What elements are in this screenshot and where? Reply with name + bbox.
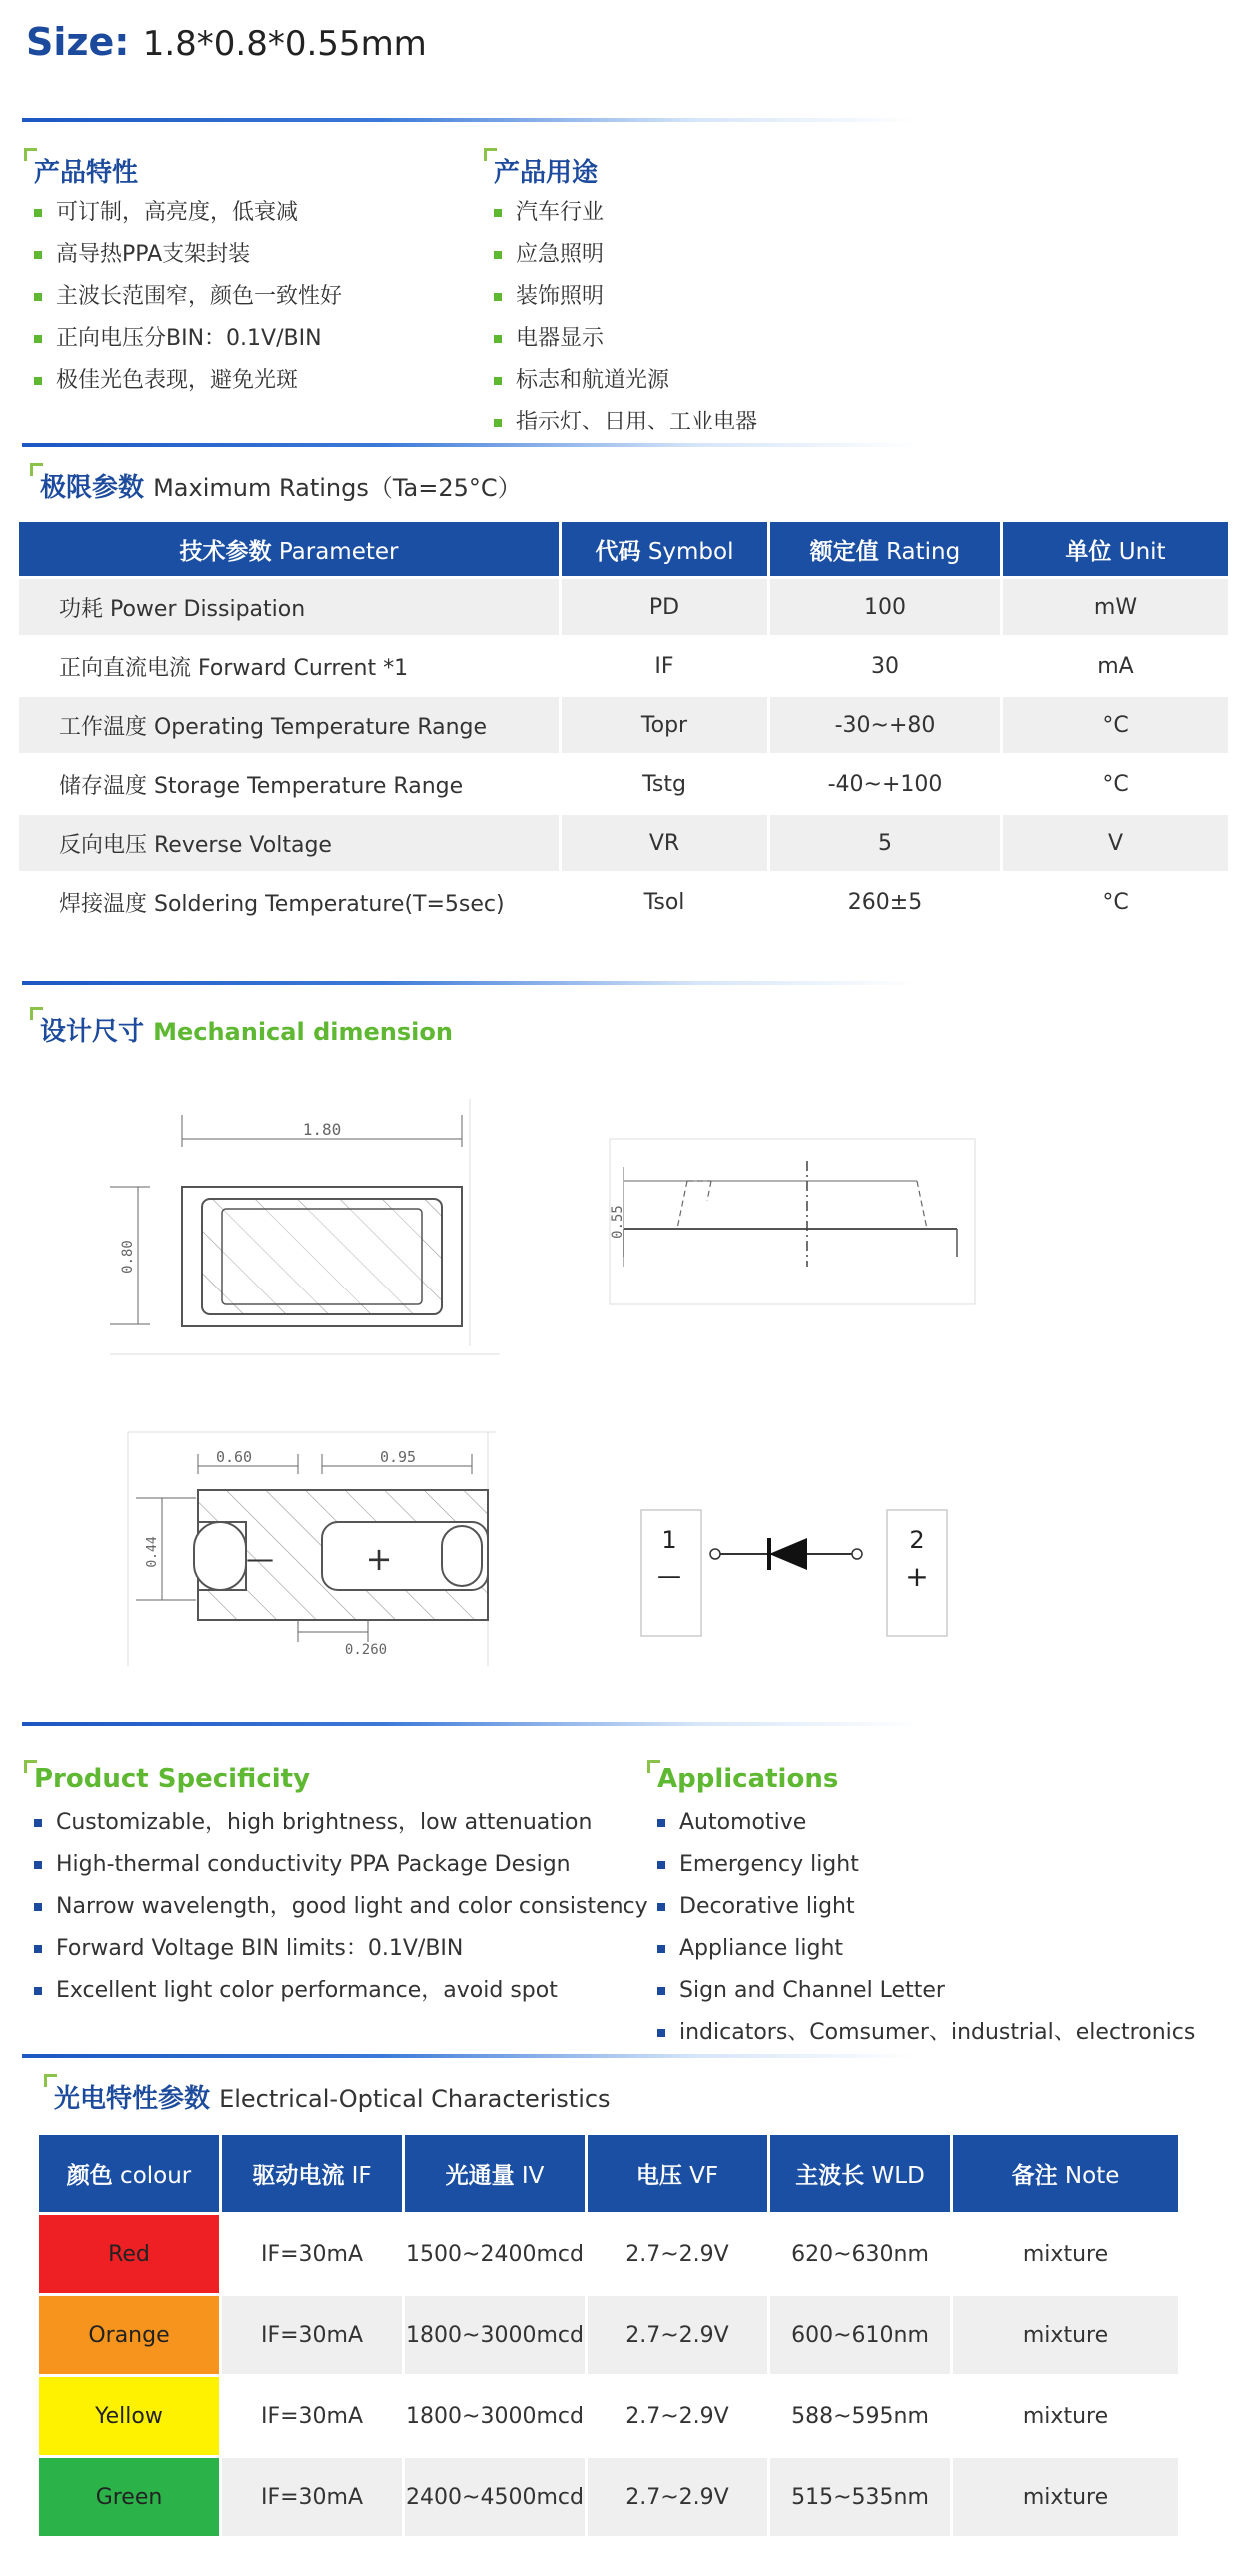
table-cell: 焊接温度 Soldering Temperature(T=5sec) — [59, 891, 505, 917]
features-en-title: Product Specificity — [34, 1764, 311, 1794]
color-cell-green: Green — [39, 2458, 219, 2536]
mechanical-title-en: Mechanical dimension — [153, 1018, 453, 1046]
table-cell: 30 — [871, 653, 899, 679]
table-row — [39, 2296, 1178, 2374]
divider-top — [22, 118, 921, 122]
list-item: Narrow wavelength，good light and color consistency — [26, 1886, 648, 1928]
list-item: Automotive — [649, 1802, 1195, 1844]
th-colour: 颜色 colour — [39, 2135, 219, 2212]
list-item: Emergency light — [649, 1844, 1195, 1886]
table-cell: 功耗 Power Dissipation — [19, 579, 559, 635]
dim-pad-height: 0.44 — [145, 1536, 160, 1568]
list-item: 正向电压分BIN：0.1V/BIN — [26, 318, 342, 360]
table-header-row — [19, 522, 1228, 576]
th-iv: 光通量 IV — [405, 2135, 585, 2212]
table-row — [19, 756, 1228, 812]
table-cell: 100 — [770, 579, 1000, 635]
table-cell: 储存温度 Storage Temperature Range — [59, 773, 464, 799]
table-row — [19, 815, 1228, 871]
table-cell: IF=30mA — [222, 2377, 402, 2455]
list-item: High-thermal conductivity PPA Package Design — [26, 1844, 648, 1886]
table-cell: °C — [1102, 889, 1129, 915]
table-header-row — [39, 2135, 1178, 2212]
table-cell: 1500~2400mcd — [405, 2215, 585, 2293]
list-item: indicators、Comsumer、industrial、electronics — [649, 2012, 1195, 2054]
ratings-title-en: Maximum Ratings（Ta=25°C） — [153, 474, 522, 502]
eo-title — [54, 2078, 611, 2115]
table-cell: -40~+100 — [827, 771, 943, 797]
side-view-drawing — [608, 1137, 977, 1306]
table-row — [19, 579, 1228, 635]
table-cell: IF=30mA — [222, 2296, 402, 2374]
table-cell: Tsol — [643, 889, 685, 915]
pin2-label: 2 — [909, 1526, 925, 1554]
ratings-title — [40, 467, 522, 504]
table-cell: 反向电压 Reverse Voltage — [19, 815, 559, 871]
th-note: 备注 Note — [953, 2135, 1178, 2212]
table-cell: 正向直流电流 Forward Current *1 — [59, 655, 409, 681]
table-cell: mixture — [953, 2215, 1178, 2293]
table-cell: IF=30mA — [222, 2215, 402, 2293]
eo-title-en: Electrical-Optical Characteristics — [219, 2085, 611, 2113]
table-row — [19, 638, 1228, 694]
table-cell: 260±5 — [847, 889, 923, 915]
table-cell: 2400~4500mcd — [405, 2458, 585, 2536]
eo-table — [36, 2132, 1181, 2539]
color-cell-yellow: Yellow — [39, 2377, 219, 2455]
features-cn-list — [26, 192, 342, 402]
uses-en-list — [649, 1802, 1195, 2054]
list-item: 装饰照明 — [486, 276, 757, 318]
table-row — [19, 874, 1228, 930]
divider-eo — [22, 2054, 921, 2058]
ratings-title-cn: 极限参数 — [40, 473, 145, 503]
table-row — [19, 697, 1228, 753]
table-cell: 588~595nm — [770, 2377, 950, 2455]
table-cell: -30~+80 — [770, 697, 1000, 753]
list-item: 极佳光色表现，避免光斑 — [26, 360, 342, 402]
divider-ratings — [22, 443, 921, 447]
table-cell: 1800~3000mcd — [405, 2377, 585, 2455]
ratings-table — [16, 519, 1231, 933]
table-cell: 2.7~2.9V — [588, 2377, 767, 2455]
list-item: 可订制，高亮度，低衰减 — [26, 192, 342, 234]
dim-gap: 0.260 — [344, 1642, 388, 1658]
mechanical-title-cn: 设计尺寸 — [40, 1017, 145, 1047]
table-row — [39, 2458, 1178, 2536]
table-cell: 2.7~2.9V — [588, 2296, 767, 2374]
pin2-sign: + — [905, 1560, 929, 1593]
table-cell: V — [1003, 815, 1228, 871]
table-cell: 5 — [770, 815, 1000, 871]
uses-cn-list — [486, 192, 757, 443]
table-cell: mixture — [953, 2377, 1178, 2455]
list-item: 指示灯、日用、工业电器 — [486, 402, 757, 443]
dim-length: 1.80 — [302, 1120, 342, 1139]
th-rating: 额定值 Rating — [770, 522, 1000, 576]
table-cell: Topr — [562, 697, 767, 753]
polarity-drawing — [639, 1498, 949, 1638]
size-label: Size: — [26, 20, 130, 64]
list-item: Appliance light — [649, 1928, 1195, 1970]
uses-en-title: Applications — [657, 1764, 839, 1794]
mechanical-title — [40, 1011, 453, 1048]
table-cell: 1800~3000mcd — [405, 2296, 585, 2374]
pin1-label: 1 — [661, 1526, 677, 1554]
pad-minus: — — [246, 1542, 274, 1575]
list-item: 高导热PPA支架封装 — [26, 234, 342, 276]
dim-width: 0.80 — [120, 1240, 136, 1274]
features-en-list — [26, 1802, 648, 2012]
table-cell: IF=30mA — [222, 2458, 402, 2536]
table-cell: °C — [1003, 697, 1228, 753]
list-item: 应急照明 — [486, 234, 757, 276]
dim-height: 0.55 — [610, 1205, 625, 1239]
list-item: Customizable，high brightness，low attenuation — [26, 1802, 648, 1844]
dim-pad-right: 0.95 — [379, 1448, 417, 1466]
table-cell: IF — [654, 653, 674, 679]
th-parameter: 技术参数 Parameter — [19, 522, 559, 576]
eo-title-cn: 光电特性参数 — [54, 2084, 211, 2114]
pad-plus: + — [365, 1540, 393, 1578]
uses-cn-title: 产品用途 — [494, 152, 598, 189]
table-cell: °C — [1102, 771, 1129, 797]
table-cell: Tstg — [642, 771, 686, 797]
table-cell: 2.7~2.9V — [588, 2215, 767, 2293]
table-cell: 515~535nm — [770, 2458, 950, 2536]
th-symbol: 代码 Symbol — [562, 522, 767, 576]
divider-mechanical — [22, 981, 921, 985]
th-wld: 主波长 WLD — [770, 2135, 950, 2212]
pin1-sign: — — [657, 1562, 681, 1590]
divider-en — [22, 1722, 921, 1726]
size-line — [26, 20, 427, 64]
table-cell: mixture — [953, 2458, 1178, 2536]
table-cell: mixture — [953, 2296, 1178, 2374]
list-item: 汽车行业 — [486, 192, 757, 234]
th-if: 驱动电流 IF — [222, 2135, 402, 2212]
table-row — [39, 2377, 1178, 2455]
table-cell: 2.7~2.9V — [588, 2458, 767, 2536]
list-item: Excellent light color performance，avoid spot — [26, 1970, 648, 2012]
dim-pad-left: 0.60 — [215, 1448, 253, 1466]
list-item: Decorative light — [649, 1886, 1195, 1928]
table-cell: PD — [562, 579, 767, 635]
table-cell: mA — [1097, 653, 1134, 679]
pad-layout-drawing — [126, 1430, 496, 1666]
features-cn-title: 产品特性 — [34, 152, 138, 189]
table-cell: 620~630nm — [770, 2215, 950, 2293]
list-item: 主波长范围窄，颜色一致性好 — [26, 276, 342, 318]
table-row — [39, 2215, 1178, 2293]
th-unit: 单位 Unit — [1003, 522, 1228, 576]
table-cell: 工作温度 Operating Temperature Range — [19, 697, 559, 753]
top-view-drawing — [110, 1097, 500, 1356]
list-item: 标志和航道光源 — [486, 360, 757, 402]
size-value: 1.8*0.8*0.55mm — [142, 24, 427, 64]
list-item: Sign and Channel Letter — [649, 1970, 1195, 2012]
table-cell: mW — [1003, 579, 1228, 635]
table-cell: 600~610nm — [770, 2296, 950, 2374]
list-item: 电器显示 — [486, 318, 757, 360]
table-cell: VR — [562, 815, 767, 871]
color-cell-orange: Orange — [39, 2296, 219, 2374]
list-item: Forward Voltage BIN limits：0.1V/BIN — [26, 1928, 648, 1970]
th-vf: 电压 VF — [588, 2135, 767, 2212]
color-cell-red: Red — [39, 2215, 219, 2293]
